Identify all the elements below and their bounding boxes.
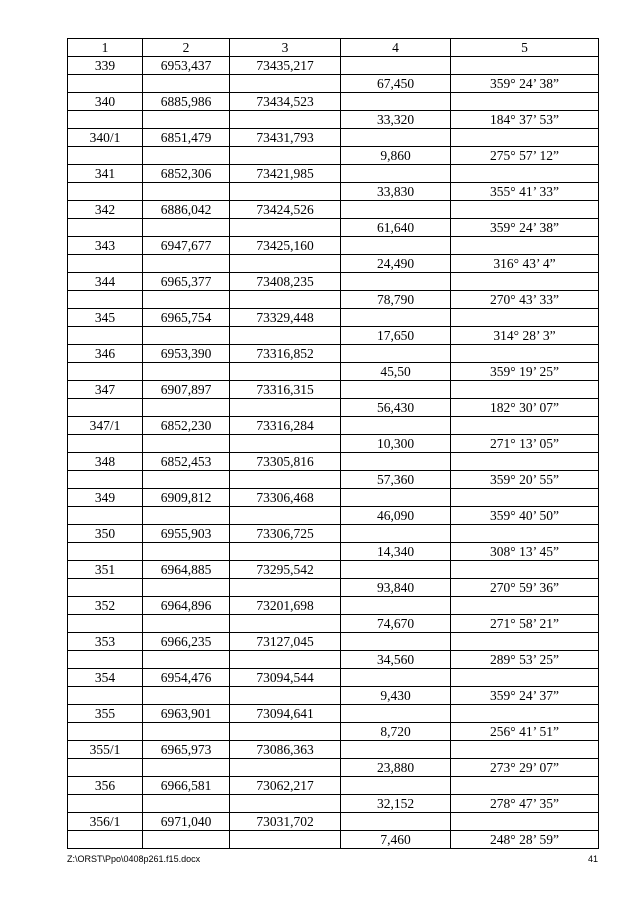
- empty-cell: [451, 129, 599, 147]
- point-id-cell: 356: [68, 777, 143, 795]
- table-row: [68, 417, 599, 435]
- empty-cell: [341, 597, 451, 615]
- x-coordinate-cell: 6954,476: [143, 669, 230, 687]
- table-row: [68, 813, 599, 831]
- empty-cell: [451, 201, 599, 219]
- point-id-cell: 343: [68, 237, 143, 255]
- empty-cell: [341, 525, 451, 543]
- table-row: [68, 183, 599, 201]
- empty-cell: [451, 417, 599, 435]
- distance-cell: 17,650: [341, 327, 451, 345]
- point-id-cell: 356/1: [68, 813, 143, 831]
- empty-cell: [68, 543, 143, 561]
- direction-angle-cell: 275° 57’ 12”: [451, 147, 599, 165]
- y-coordinate-cell: 73094,641: [230, 705, 341, 723]
- empty-cell: [341, 201, 451, 219]
- distance-cell: 32,152: [341, 795, 451, 813]
- table-row: [68, 75, 599, 93]
- empty-cell: [341, 273, 451, 291]
- empty-cell: [143, 183, 230, 201]
- x-coordinate-cell: 6909,812: [143, 489, 230, 507]
- empty-cell: [230, 291, 341, 309]
- empty-cell: [68, 579, 143, 597]
- empty-cell: [68, 147, 143, 165]
- empty-cell: [341, 813, 451, 831]
- empty-cell: [341, 777, 451, 795]
- x-coordinate-cell: 6965,754: [143, 309, 230, 327]
- point-id-cell: 347: [68, 381, 143, 399]
- empty-cell: [143, 507, 230, 525]
- x-coordinate-cell: 6964,896: [143, 597, 230, 615]
- empty-cell: [451, 561, 599, 579]
- empty-cell: [143, 255, 230, 273]
- y-coordinate-cell: 73127,045: [230, 633, 341, 651]
- empty-cell: [68, 471, 143, 489]
- empty-cell: [143, 75, 230, 93]
- table-row: [68, 327, 599, 345]
- y-coordinate-cell: 73306,725: [230, 525, 341, 543]
- table-row: [68, 507, 599, 525]
- empty-cell: [230, 183, 341, 201]
- file-path: Z:\ORST\Ppo\0408p261.f15.docx: [67, 854, 201, 864]
- x-coordinate-cell: 6953,437: [143, 57, 230, 75]
- empty-cell: [451, 345, 599, 363]
- point-id-cell: 339: [68, 57, 143, 75]
- empty-cell: [68, 651, 143, 669]
- distance-cell: 14,340: [341, 543, 451, 561]
- empty-cell: [68, 723, 143, 741]
- table-body: [68, 57, 599, 849]
- empty-cell: [230, 75, 341, 93]
- point-id-cell: 349: [68, 489, 143, 507]
- table-row: [68, 273, 599, 291]
- page-footer: [67, 854, 598, 864]
- x-coordinate-cell: 6963,901: [143, 705, 230, 723]
- table-row: [68, 381, 599, 399]
- empty-cell: [341, 705, 451, 723]
- empty-cell: [451, 669, 599, 687]
- empty-cell: [230, 507, 341, 525]
- y-coordinate-cell: 73408,235: [230, 273, 341, 291]
- direction-angle-cell: 182° 30’ 07”: [451, 399, 599, 417]
- empty-cell: [341, 741, 451, 759]
- empty-cell: [143, 111, 230, 129]
- empty-cell: [451, 309, 599, 327]
- empty-cell: [230, 759, 341, 777]
- empty-cell: [451, 489, 599, 507]
- table-row: [68, 309, 599, 327]
- page-number: 41: [587, 854, 598, 864]
- x-coordinate-cell: 6907,897: [143, 381, 230, 399]
- point-id-cell: 340/1: [68, 129, 143, 147]
- x-coordinate-cell: 6971,040: [143, 813, 230, 831]
- y-coordinate-cell: 73316,315: [230, 381, 341, 399]
- empty-cell: [451, 165, 599, 183]
- empty-cell: [143, 399, 230, 417]
- empty-cell: [230, 111, 341, 129]
- empty-cell: [451, 453, 599, 471]
- direction-angle-cell: 359° 19’ 25”: [451, 363, 599, 381]
- point-id-cell: 350: [68, 525, 143, 543]
- empty-cell: [68, 507, 143, 525]
- distance-cell: 46,090: [341, 507, 451, 525]
- table-row: [68, 111, 599, 129]
- y-coordinate-cell: 73435,217: [230, 57, 341, 75]
- distance-cell: 57,360: [341, 471, 451, 489]
- empty-cell: [68, 687, 143, 705]
- direction-angle-cell: 359° 40’ 50”: [451, 507, 599, 525]
- distance-cell: 9,430: [341, 687, 451, 705]
- direction-angle-cell: 273° 29’ 07”: [451, 759, 599, 777]
- direction-angle-cell: 248° 28’ 59”: [451, 831, 599, 849]
- direction-angle-cell: 271° 58’ 21”: [451, 615, 599, 633]
- empty-cell: [68, 111, 143, 129]
- direction-angle-cell: 359° 20’ 55”: [451, 471, 599, 489]
- x-coordinate-cell: 6965,377: [143, 273, 230, 291]
- empty-cell: [451, 381, 599, 399]
- empty-cell: [230, 255, 341, 273]
- empty-cell: [230, 579, 341, 597]
- point-id-cell: 352: [68, 597, 143, 615]
- empty-cell: [68, 399, 143, 417]
- point-id-cell: 342: [68, 201, 143, 219]
- empty-cell: [451, 777, 599, 795]
- table-row: [68, 435, 599, 453]
- y-coordinate-cell: 73316,852: [230, 345, 341, 363]
- direction-angle-cell: 314° 28’ 3”: [451, 327, 599, 345]
- column-header: 3: [230, 39, 341, 57]
- point-id-cell: 347/1: [68, 417, 143, 435]
- empty-cell: [230, 831, 341, 849]
- table-row: [68, 147, 599, 165]
- table-row: [68, 669, 599, 687]
- empty-cell: [143, 831, 230, 849]
- y-coordinate-cell: 73031,702: [230, 813, 341, 831]
- empty-cell: [68, 291, 143, 309]
- empty-cell: [68, 831, 143, 849]
- x-coordinate-cell: 6966,581: [143, 777, 230, 795]
- y-coordinate-cell: 73316,284: [230, 417, 341, 435]
- empty-cell: [143, 687, 230, 705]
- direction-angle-cell: 289° 53’ 25”: [451, 651, 599, 669]
- table-row: [68, 651, 599, 669]
- empty-cell: [341, 633, 451, 651]
- x-coordinate-cell: 6966,235: [143, 633, 230, 651]
- empty-cell: [143, 363, 230, 381]
- empty-cell: [143, 579, 230, 597]
- column-header: 2: [143, 39, 230, 57]
- empty-cell: [143, 723, 230, 741]
- x-coordinate-cell: 6852,453: [143, 453, 230, 471]
- direction-angle-cell: 359° 24’ 37”: [451, 687, 599, 705]
- empty-cell: [451, 813, 599, 831]
- empty-cell: [451, 705, 599, 723]
- x-coordinate-cell: 6955,903: [143, 525, 230, 543]
- table-row: [68, 453, 599, 471]
- empty-cell: [451, 633, 599, 651]
- empty-cell: [341, 381, 451, 399]
- empty-cell: [68, 327, 143, 345]
- distance-cell: 33,830: [341, 183, 451, 201]
- point-id-cell: 345: [68, 309, 143, 327]
- empty-cell: [143, 615, 230, 633]
- table-row: [68, 615, 599, 633]
- point-id-cell: 344: [68, 273, 143, 291]
- y-coordinate-cell: 73424,526: [230, 201, 341, 219]
- empty-cell: [451, 741, 599, 759]
- direction-angle-cell: 316° 43’ 4”: [451, 255, 599, 273]
- x-coordinate-cell: 6852,306: [143, 165, 230, 183]
- x-coordinate-cell: 6852,230: [143, 417, 230, 435]
- table-row: [68, 129, 599, 147]
- empty-cell: [341, 129, 451, 147]
- empty-cell: [230, 615, 341, 633]
- direction-angle-cell: 355° 41’ 33”: [451, 183, 599, 201]
- empty-cell: [230, 543, 341, 561]
- distance-cell: 34,560: [341, 651, 451, 669]
- table-row: [68, 363, 599, 381]
- x-coordinate-cell: 6885,986: [143, 93, 230, 111]
- table-row: [68, 219, 599, 237]
- table-row: [68, 471, 599, 489]
- empty-cell: [68, 615, 143, 633]
- table-row: [68, 723, 599, 741]
- direction-angle-cell: 359° 24’ 38”: [451, 219, 599, 237]
- distance-cell: 56,430: [341, 399, 451, 417]
- empty-cell: [230, 687, 341, 705]
- distance-cell: 45,50: [341, 363, 451, 381]
- x-coordinate-cell: 6851,479: [143, 129, 230, 147]
- table-row: [68, 633, 599, 651]
- y-coordinate-cell: 73306,468: [230, 489, 341, 507]
- y-coordinate-cell: 73431,793: [230, 129, 341, 147]
- direction-angle-cell: 278° 47’ 35”: [451, 795, 599, 813]
- empty-cell: [68, 183, 143, 201]
- empty-cell: [341, 93, 451, 111]
- direction-angle-cell: 270° 43’ 33”: [451, 291, 599, 309]
- table-row: [68, 237, 599, 255]
- empty-cell: [143, 759, 230, 777]
- distance-cell: 61,640: [341, 219, 451, 237]
- table-row: [68, 687, 599, 705]
- empty-cell: [143, 471, 230, 489]
- empty-cell: [341, 489, 451, 507]
- empty-cell: [230, 327, 341, 345]
- y-coordinate-cell: 73201,698: [230, 597, 341, 615]
- direction-angle-cell: 308° 13’ 45”: [451, 543, 599, 561]
- distance-cell: 67,450: [341, 75, 451, 93]
- empty-cell: [230, 471, 341, 489]
- empty-cell: [451, 93, 599, 111]
- empty-cell: [143, 651, 230, 669]
- table-row: [68, 561, 599, 579]
- empty-cell: [230, 795, 341, 813]
- distance-cell: 78,790: [341, 291, 451, 309]
- empty-cell: [230, 651, 341, 669]
- empty-cell: [68, 255, 143, 273]
- point-id-cell: 354: [68, 669, 143, 687]
- table-row: [68, 831, 599, 849]
- empty-cell: [341, 345, 451, 363]
- direction-angle-cell: 359° 24’ 38”: [451, 75, 599, 93]
- empty-cell: [230, 363, 341, 381]
- empty-cell: [451, 273, 599, 291]
- empty-cell: [68, 219, 143, 237]
- table-row: [68, 705, 599, 723]
- table-row: [68, 579, 599, 597]
- y-coordinate-cell: 73062,217: [230, 777, 341, 795]
- table-row: [68, 543, 599, 561]
- y-coordinate-cell: 73086,363: [230, 741, 341, 759]
- table-row: [68, 777, 599, 795]
- empty-cell: [230, 399, 341, 417]
- table-row: [68, 759, 599, 777]
- distance-cell: 93,840: [341, 579, 451, 597]
- point-id-cell: 348: [68, 453, 143, 471]
- distance-cell: 10,300: [341, 435, 451, 453]
- direction-angle-cell: 184° 37’ 53”: [451, 111, 599, 129]
- empty-cell: [143, 543, 230, 561]
- x-coordinate-cell: 6947,677: [143, 237, 230, 255]
- distance-cell: 23,880: [341, 759, 451, 777]
- empty-cell: [143, 327, 230, 345]
- table-row: [68, 399, 599, 417]
- y-coordinate-cell: 73425,160: [230, 237, 341, 255]
- empty-cell: [341, 417, 451, 435]
- table-row: [68, 489, 599, 507]
- empty-cell: [451, 597, 599, 615]
- x-coordinate-cell: 6964,885: [143, 561, 230, 579]
- empty-cell: [230, 435, 341, 453]
- direction-angle-cell: 256° 41’ 51”: [451, 723, 599, 741]
- point-id-cell: 341: [68, 165, 143, 183]
- empty-cell: [230, 147, 341, 165]
- empty-cell: [451, 57, 599, 75]
- table-row: [68, 741, 599, 759]
- distance-cell: 9,860: [341, 147, 451, 165]
- empty-cell: [143, 795, 230, 813]
- empty-cell: [230, 219, 341, 237]
- table-row: [68, 93, 599, 111]
- distance-cell: 7,460: [341, 831, 451, 849]
- y-coordinate-cell: 73305,816: [230, 453, 341, 471]
- empty-cell: [230, 723, 341, 741]
- point-id-cell: 353: [68, 633, 143, 651]
- point-id-cell: 346: [68, 345, 143, 363]
- table-row: [68, 255, 599, 273]
- empty-cell: [68, 363, 143, 381]
- empty-cell: [341, 237, 451, 255]
- table-row: [68, 291, 599, 309]
- empty-cell: [451, 525, 599, 543]
- empty-cell: [68, 759, 143, 777]
- point-id-cell: 351: [68, 561, 143, 579]
- empty-cell: [341, 669, 451, 687]
- table-row: [68, 201, 599, 219]
- empty-cell: [143, 147, 230, 165]
- table-header-row: [68, 39, 599, 57]
- coordinates-table: [67, 38, 599, 849]
- direction-angle-cell: 271° 13’ 05”: [451, 435, 599, 453]
- x-coordinate-cell: 6886,042: [143, 201, 230, 219]
- empty-cell: [341, 561, 451, 579]
- y-coordinate-cell: 73421,985: [230, 165, 341, 183]
- empty-cell: [341, 165, 451, 183]
- y-coordinate-cell: 73295,542: [230, 561, 341, 579]
- empty-cell: [451, 237, 599, 255]
- y-coordinate-cell: 73329,448: [230, 309, 341, 327]
- direction-angle-cell: 270° 59’ 36”: [451, 579, 599, 597]
- empty-cell: [68, 75, 143, 93]
- empty-cell: [143, 435, 230, 453]
- column-header: 5: [451, 39, 599, 57]
- table-row: [68, 795, 599, 813]
- x-coordinate-cell: 6965,973: [143, 741, 230, 759]
- empty-cell: [68, 435, 143, 453]
- empty-cell: [143, 291, 230, 309]
- column-header: 4: [341, 39, 451, 57]
- distance-cell: 33,320: [341, 111, 451, 129]
- column-header: 1: [68, 39, 143, 57]
- distance-cell: 74,670: [341, 615, 451, 633]
- table-row: [68, 525, 599, 543]
- point-id-cell: 355/1: [68, 741, 143, 759]
- table-row: [68, 345, 599, 363]
- x-coordinate-cell: 6953,390: [143, 345, 230, 363]
- empty-cell: [143, 219, 230, 237]
- empty-cell: [341, 57, 451, 75]
- distance-cell: 8,720: [341, 723, 451, 741]
- distance-cell: 24,490: [341, 255, 451, 273]
- table-row: [68, 597, 599, 615]
- y-coordinate-cell: 73094,544: [230, 669, 341, 687]
- point-id-cell: 340: [68, 93, 143, 111]
- table-row: [68, 165, 599, 183]
- empty-cell: [341, 453, 451, 471]
- empty-cell: [341, 309, 451, 327]
- y-coordinate-cell: 73434,523: [230, 93, 341, 111]
- table-row: [68, 57, 599, 75]
- point-id-cell: 355: [68, 705, 143, 723]
- empty-cell: [68, 795, 143, 813]
